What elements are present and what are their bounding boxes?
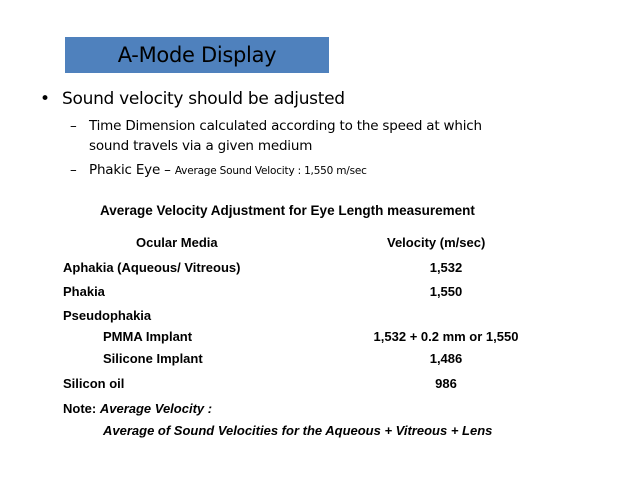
main-bullet	[40, 89, 345, 109]
slide-title: A-Mode Display	[117, 43, 277, 67]
sub-item-text: Phakic Eye –	[89, 162, 171, 178]
table-row-label: Pseudophakia	[63, 308, 152, 323]
note-prefix: Note:	[63, 401, 97, 416]
column-header-media: Ocular Media	[136, 235, 218, 250]
note-line1	[63, 401, 212, 416]
column-header-velocity: Velocity (m/sec)	[387, 235, 486, 250]
dash-icon: –	[70, 162, 77, 178]
sub-item-text-line2: sound travels via a given medium	[89, 138, 313, 154]
bullet-dot-icon: •	[40, 89, 50, 109]
note-line2	[103, 423, 492, 438]
table-row-label: PMMA Implant	[103, 329, 193, 344]
slide-title-box	[65, 37, 329, 73]
table-row-value: 1,532	[429, 260, 463, 275]
table-row-label: Phakia	[63, 284, 105, 299]
table-row-label: Silicon oil	[63, 376, 125, 391]
table-row-value: 1,532 + 0.2 mm or 1,550	[373, 329, 519, 344]
sub-item-text-line1: Time Dimension calculated according to the speed at which	[89, 118, 482, 134]
note-text: Average of Sound Velocities for the Aqueous + Vitreous + Lens	[103, 423, 493, 438]
table-title: Average Velocity Adjustment for Eye Length measurement	[100, 203, 475, 218]
sub-item-phakic-eye	[70, 160, 367, 181]
sub-item-time-dimension	[70, 116, 482, 156]
table-row-value: 986	[435, 376, 457, 391]
main-bullet-text: Sound velocity should be adjusted	[62, 89, 345, 109]
sub-item-note: Average Sound Velocity : 1,550 m/sec	[174, 165, 367, 177]
table-row-label: Aphakia (Aqueous/ Vitreous)	[63, 260, 241, 275]
dash-icon: –	[70, 118, 77, 134]
table-row-label: Silicone Implant	[103, 351, 203, 366]
table-row-value: 1,550	[429, 284, 463, 299]
note-label: Average Velocity :	[99, 401, 213, 416]
table-row-value: 1,486	[429, 351, 463, 366]
